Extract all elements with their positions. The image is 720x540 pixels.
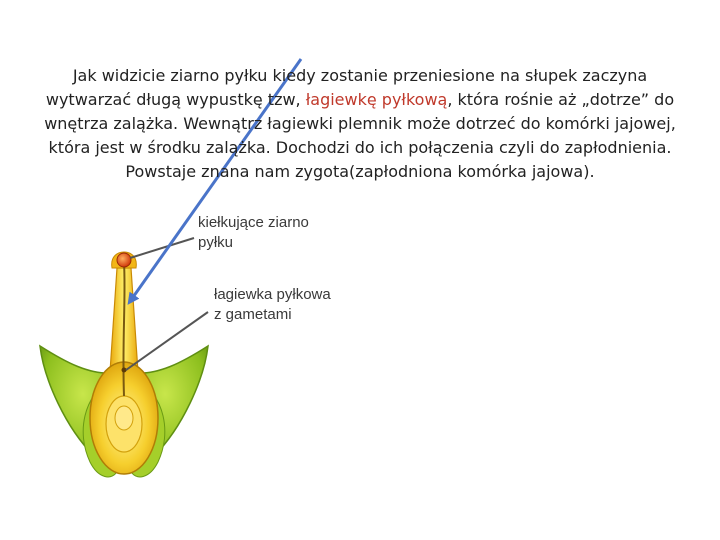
paragraph-part1: Jak widzicie ziarno pyłku kiedy zostanie przeniesione na słupek zaczyna wytwarzać długą wypustkę tzw,: [45, 66, 648, 109]
egg-cell: [115, 406, 133, 430]
paragraph-part2: , która rośnie aż „dotrze” do wnętrza zalążka. Wewnątrz łagiewki plemnik może dotrzeć do komórki jajowej, która jest w środku zalążka. Dochodzi do ich połączenia czyli do zapłodnienia. Powstaje znana nam zygota(zapłodniona komórka jajowa).: [44, 90, 676, 181]
label-pollen-tube: łagiewka pyłkowa z gametami: [214, 286, 331, 323]
gamete-dot: [122, 368, 127, 373]
pollen-tube: [123, 262, 124, 396]
label-pollen-grain: kiełkujące ziarno pyłku: [198, 214, 309, 251]
pollen-grain: [117, 253, 131, 267]
highlight-term: łagiewkę pyłkową: [305, 90, 448, 109]
explanation-paragraph: [30, 64, 690, 184]
